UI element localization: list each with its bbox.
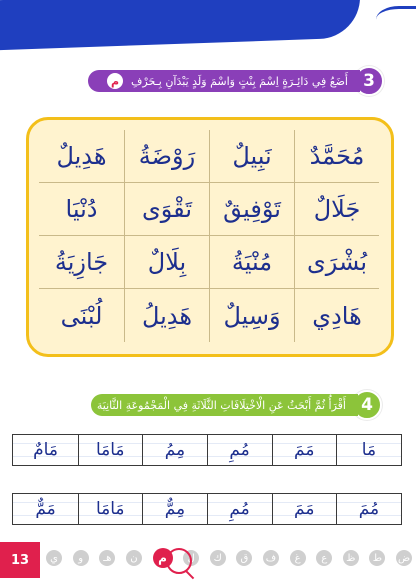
word-board xyxy=(26,117,394,357)
word-cell[interactable]: مُنْيَةُ xyxy=(209,236,294,289)
exercise-4-number: 4 xyxy=(352,390,382,420)
word-grid xyxy=(39,130,379,342)
alphabet-letter[interactable]: ك xyxy=(210,550,226,566)
alphabet-letter[interactable]: هـ xyxy=(99,550,115,566)
word-cell[interactable]: هَدِيلُ xyxy=(124,289,209,342)
syllable-box[interactable]: مَمٌّ xyxy=(12,493,78,525)
syllable-box[interactable]: مَا xyxy=(336,434,402,466)
word-cell[interactable]: هَدِيلٌ xyxy=(39,130,124,183)
exercise-3-instruction: أَضَعُ فِي دَائِـرَةٍ اِسْمَ بِنْتٍ وَاسْمَ وَلَدٍ يَبْدَآنِ بِـحَرْفِ xyxy=(131,74,348,88)
word-cell[interactable]: تَوْفِيقٌ xyxy=(209,183,294,236)
exercise-3-number: 3 xyxy=(354,66,384,96)
syllable-row-1 xyxy=(14,434,402,466)
alphabet-letter[interactable]: ق xyxy=(236,550,252,566)
alphabet-letter[interactable]: ن xyxy=(126,550,142,566)
alphabet-letter[interactable]: ف xyxy=(263,550,279,566)
corner-swoosh xyxy=(376,6,416,33)
alphabet-letter-active[interactable]: م xyxy=(153,548,173,568)
word-cell[interactable]: رَوْضَةُ xyxy=(124,130,209,183)
exercise-3-instruction-bar xyxy=(88,70,360,92)
word-cell[interactable]: نَبِيلٌ xyxy=(209,130,294,183)
alphabet-letter[interactable]: ي xyxy=(46,550,62,566)
syllable-box[interactable]: مِمُ xyxy=(142,434,208,466)
page-number: 13 xyxy=(0,542,40,578)
exercise-4-instruction-bar xyxy=(91,394,358,416)
syllable-box[interactable]: مُمِ xyxy=(206,493,272,525)
word-cell[interactable]: تَقْوَى xyxy=(124,183,209,236)
word-cell[interactable]: بِلَالٌ xyxy=(124,236,209,289)
syllable-box[interactable]: مَمَ xyxy=(271,434,337,466)
syllable-box[interactable]: مِمٌّ xyxy=(142,493,208,525)
syllable-box[interactable]: مُمِ xyxy=(206,434,272,466)
alphabet-strip xyxy=(44,548,414,568)
syllable-box[interactable]: مَامَا xyxy=(77,434,143,466)
alphabet-letter[interactable]: ض xyxy=(396,550,412,566)
alphabet-letter[interactable]: ظ xyxy=(343,550,359,566)
syllable-box[interactable]: مَامٌ xyxy=(12,434,78,466)
syllable-box[interactable]: مَمَ xyxy=(271,493,337,525)
word-cell[interactable]: لُبْنَى xyxy=(60,301,103,330)
word-cell[interactable]: هَادِي xyxy=(294,289,379,342)
exercise-4-instruction: أَقْرَأُ ثُمَّ أَبْحَثُ عَنِ الْاخْتِلَافَاتِ الثَّلَاثَةِ فِي الْمَجْمُوعَةِ الثَّانِيَة xyxy=(96,398,346,412)
alphabet-letter[interactable]: ع xyxy=(316,550,332,566)
alphabet-letter[interactable]: غ xyxy=(290,550,306,566)
page-footer xyxy=(0,542,416,582)
word-cell[interactable]: جَازِيَةُ xyxy=(39,236,124,289)
alphabet-letter[interactable]: ط xyxy=(369,550,385,566)
word-cell[interactable]: بُشْرَى xyxy=(294,236,379,289)
letter-badge: م xyxy=(107,73,123,89)
exercise-3-header xyxy=(88,66,384,96)
word-cell[interactable]: مُحَمَّدٌ xyxy=(294,130,379,183)
word-cell[interactable]: وَسِيلٌ xyxy=(209,289,294,342)
syllable-box[interactable]: مُمَ xyxy=(336,493,402,525)
word-cell[interactable]: جَلَالٌ xyxy=(294,183,379,236)
alphabet-letter[interactable]: و xyxy=(73,550,89,566)
word-cell[interactable]: دُنْيَا xyxy=(39,183,124,236)
top-banner xyxy=(0,0,360,50)
syllable-box[interactable]: مَامَا xyxy=(77,493,143,525)
exercise-4-header xyxy=(91,390,382,420)
syllable-row-2 xyxy=(14,493,402,525)
alphabet-letter[interactable]: ل xyxy=(183,550,199,566)
